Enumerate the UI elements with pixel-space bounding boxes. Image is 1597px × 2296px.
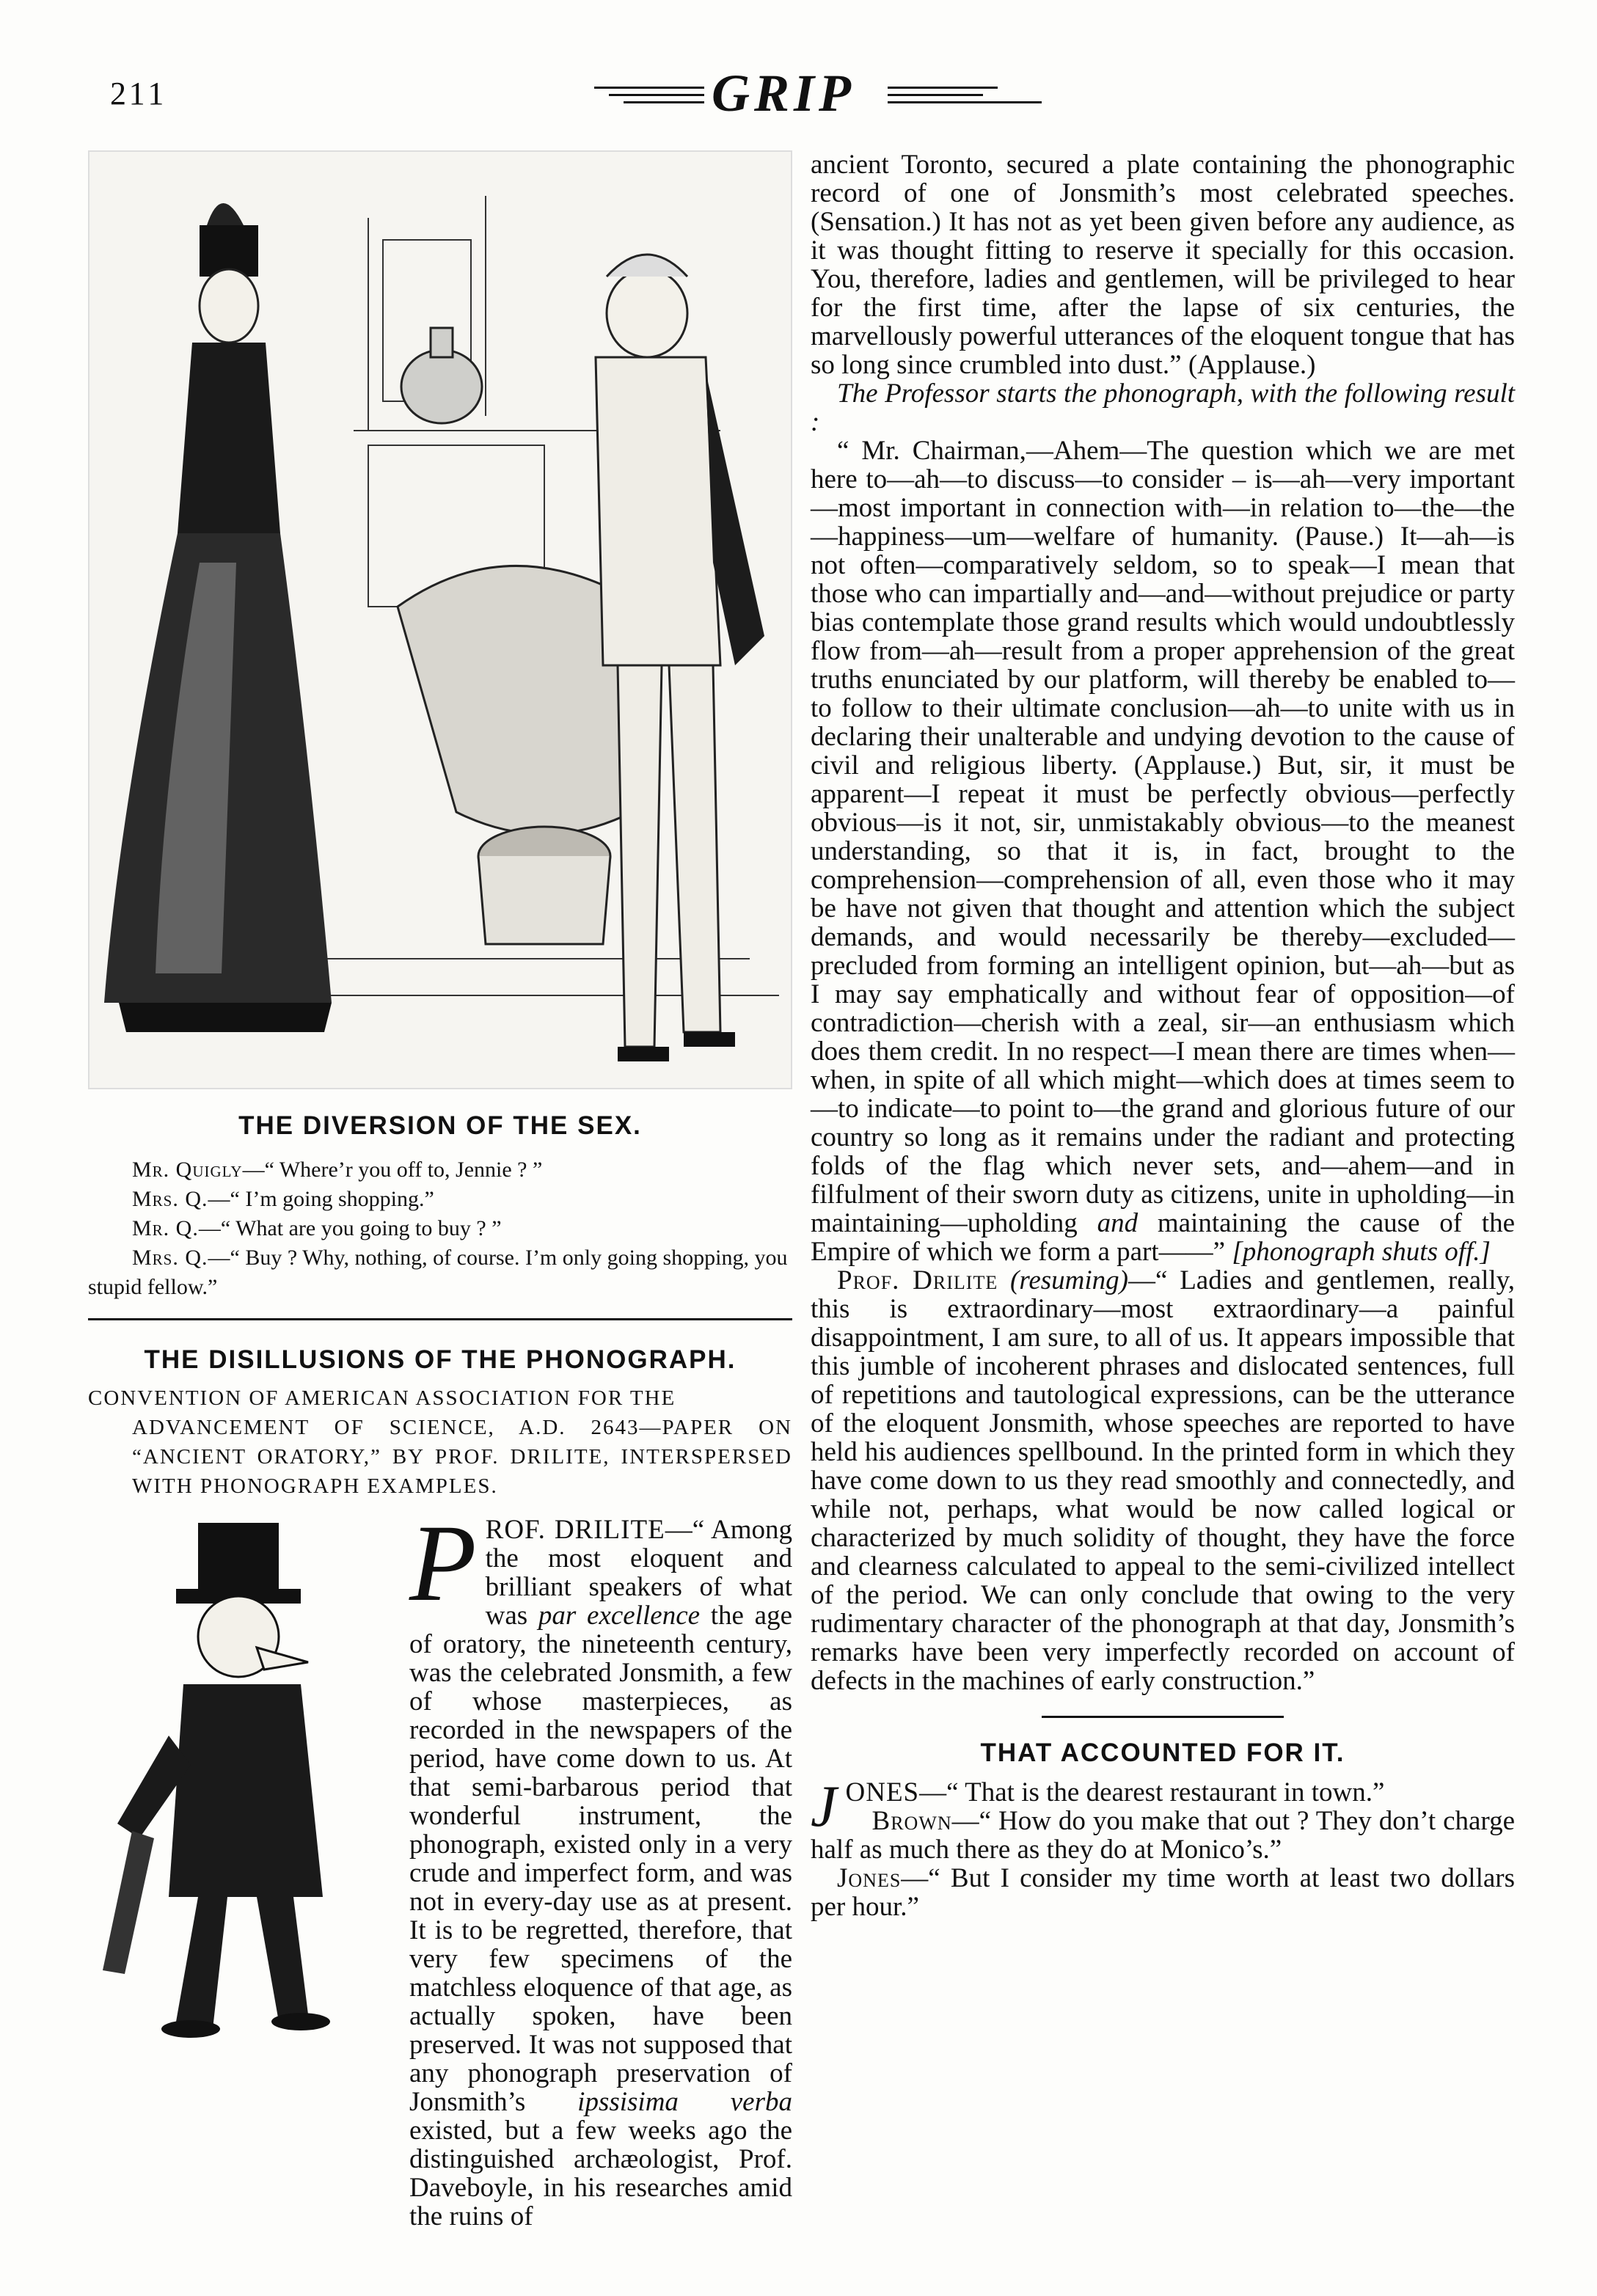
woman-figure bbox=[104, 203, 332, 1032]
masthead-title: GRIP bbox=[712, 64, 856, 123]
professor-illustration bbox=[88, 1516, 396, 2293]
article-body-right bbox=[811, 150, 1515, 1695]
caption-heading: THE DIVERSION OF THE SEX. bbox=[238, 1111, 642, 1140]
caption-dialog bbox=[88, 1155, 792, 1302]
paragraph: ancient Toronto, secured a plate containing the phonographic record of one of Jonsmith’s most celebrated speeches. (Sensation.) It has not as yet been given before any audience, as it was thought fitting to reserve it specially for this occasion. You, therefore, ladies and gentlemen, will be privileged to hear for the first time, after the lapse of six centuries, the marvellously powerful utterances of the eloquent tongue that has so long since crumbled into dust.” (Applause.) bbox=[811, 150, 1515, 380]
title-ornament bbox=[580, 64, 1056, 126]
phonograph-speech: “ Mr. Chairman,—Ahem—The question which we are met here to—ah—to discuss—to consider – is—ah—very important—most important in connection with—in relation to—the—the—happiness—um—welfare of humanity. (Pause.) It—ah—is not often—comparatively seldom, so to speak—I mean that those who can impartially and—and—without prejudice or party bias contemplate those grand results which would undoubtlessly flow from—ah—result from a proper apprehension of the great truths enunciated by our platform, will thereby be enabled to—to follow to their ultimate conclusion—ah—to unite with us in declaring their unalterable and undying devotion to the cause of civil and religious liberty. (Applause.) But, sir, it must be apparent—I repeat it must be perfectly obvious—perfectly obvious—is it not, sir, unmistakably obvious—to the meanest understanding, so that it is, in fact, brought to the comprehension—comprehension of all, even those who it may be have not given that thought and attention which the subject demands, and would necessarily be thereby—excluded—precluded from forming an intelligent opinion, but—ah—but as I may say emphatically and without fear of opposition—of contradiction—cherish with a zeal, sir—an enthusiasm which does them credit. In no respect—I mean there are times when—when, in spite of all which might—which does at times seem to—to indicate—to point to—the grand and glorious future of our country so long as it remains under the radiant and protecting folds of the flag which never sets, and—ahem—and in filfulment of their sworn duty as citizens, unite in upholding—in maintaining—upholding and maintaining the cause of the Empire of which we form a part——” [phonograph shuts off.] bbox=[811, 436, 1516, 1267]
professor-resumes: Prof. Drilite (resuming)—“ Ladies and gentlemen, really, this is extraordinary—most extraordinary—a painful disappointment, I am sure, to all of us. It appears impossible that this jumble of incoherent phrases and dislocated sentences, full of repetitions and tautological expressions, can be the utterance of the eloquent Jonsmith, whose speeches are reported to have held his audiences spellbound. In the printed form in which they have come down to us they read smoothly and connectedly, and while not, perhaps, what would be now called logical or characterized by much solidity of thought, they have the force and clearness calculated to appeal to the semi-civilized intellect of the period. We can only conclude that owing to the very rudimentary character of the phonograph at that day, Jonsmith’s remarks have been very imperfectly recorded on account of defects in the machines of early construction.” bbox=[811, 1265, 1516, 1696]
illustration-woman-and-man bbox=[88, 150, 792, 1089]
right-column bbox=[811, 150, 1515, 1921]
article-body-left: P ROF. DRILITE—“ Among the most eloquent and brilliant speakers of what was par excellence the age of oratory, the nineteenth century, was the celebrated Jonsmith, a few of whose masterpieces, as recorded in the newspapers of the period, have come down to us. At that semi-barbarous period that wonderful instrument, the phonograph, existed only in a very crude and imperfect form, and was not in every-day use as at present. It is to be regretted, therefore, that very few specimens of the matchless eloquence of that age, as actually spoken, have been preserved. It was not supposed that any phonograph preservation of Jonsmith’s ipssisima verba existed, but a few weeks ago the distinguished archæologist, Prof. Daveboyle, in his researches amid the ruins of bbox=[88, 1516, 792, 2231]
page-number: 2 1 1 bbox=[110, 76, 164, 111]
article-heading: THE DISILLUSIONS OF THE PHONOGRAPH. bbox=[144, 1345, 737, 1374]
stage-direction: The Professor starts the phonograph, with the following result : bbox=[811, 379, 1515, 437]
dropcap-j: J bbox=[811, 1774, 837, 1839]
dialog-line: Brown—“ How do you make that out ? They don’t charge half as much there as they do at Monico’s.” bbox=[811, 1806, 1515, 1865]
man-figure bbox=[596, 255, 764, 1061]
article-subheading: CONVENTION OF AMERICAN ASSOCIATION FOR THE ADVANCEMENT OF SCIENCE, A.D. 2643—PAPER ON “ANCIENT ORATORY,” BY PROF. DRILITE, INTERSPERSED WITH PHONOGRAPH EXAMPLES. bbox=[88, 1386, 792, 1498]
section-divider bbox=[1042, 1716, 1284, 1718]
left-column bbox=[88, 150, 792, 2296]
dialog-line: Mrs. Q.—“ Buy ? Why, nothing, of course. I’m only going shopping, you stupid fellow.” bbox=[88, 1246, 788, 1299]
section-divider bbox=[88, 1318, 792, 1320]
dialog-line: Mr. Q.—“ What are you going to buy ? ” bbox=[132, 1216, 502, 1240]
masthead bbox=[0, 64, 1597, 126]
dialog-line: JONES—“ That is the dearest restaurant in town.” bbox=[811, 1774, 1385, 1839]
engraving-illustration bbox=[89, 152, 791, 1088]
dropcap-p: P bbox=[409, 1502, 477, 1624]
dialog-line: Mr. Quigly—“ Where’r you off to, Jennie ? ” bbox=[132, 1158, 543, 1182]
professor-engraving bbox=[88, 1516, 396, 2044]
article-2-body bbox=[811, 1774, 1515, 1922]
dialog-line: Mrs. Q.—“ I’m going shopping.” bbox=[132, 1187, 434, 1211]
dialog-line: Jones—“ But I consider my time worth at least two dollars per hour.” bbox=[811, 1863, 1515, 1922]
article-heading: THAT ACCOUNTED FOR IT. bbox=[980, 1739, 1345, 1767]
